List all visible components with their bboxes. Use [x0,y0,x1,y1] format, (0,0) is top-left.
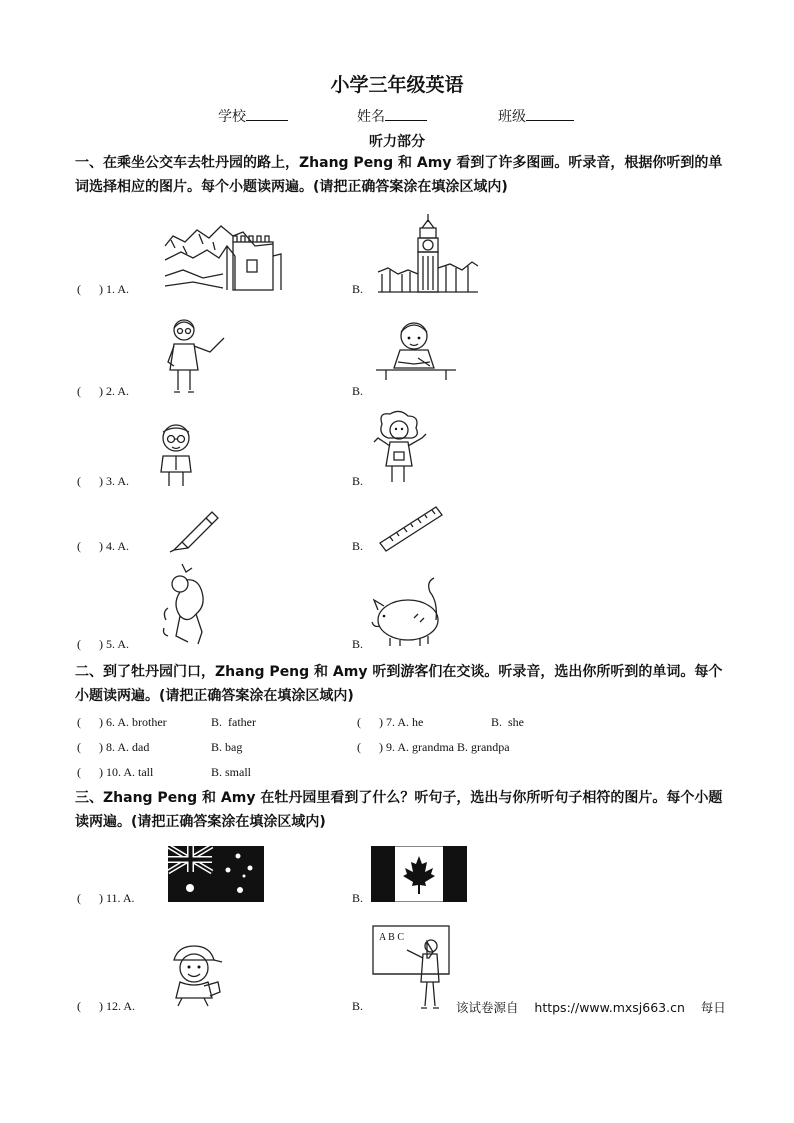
question-10 [77,765,252,780]
question-1-b: B. [352,282,364,296]
australia-flag[interactable] [168,846,264,902]
question-10-prefix: ( ) 10. A. tall [77,765,154,779]
question-8-option-b[interactable]: B. bag [211,740,243,754]
pen-picture[interactable] [166,506,220,554]
question-10-option-b[interactable]: B. small [211,765,252,779]
class-blank[interactable] [526,108,574,121]
monkey-picture[interactable] [158,562,214,648]
question-9-prefix: ( ) 9. A. grandma B. grandpa [357,740,510,754]
school-field [218,106,288,126]
section2-instruction: 二、到了牡丹园门口，Zhang Peng 和 Amy 听到游客们在交谈。听录音，选出你所听到的单词。每个小题读两遍。(请把正确答案涂在填涂区域内) [75,664,723,704]
boy-picture[interactable] [164,942,224,1008]
question-3-prefix: ( ) 3. A. [77,474,129,488]
name-field [357,106,427,126]
name-label: 姓名 [357,109,385,125]
canada-flag[interactable] [371,846,467,902]
school-label: 学校 [218,109,246,125]
section3-instruction: 三、Zhang Peng 和 Amy 在牡丹园里看到了什么？听句子，选出与你所听句子相符的图片。每个小题读两遍。(请把正确答案涂在填涂区域内) [75,790,723,830]
school-blank[interactable] [246,108,288,121]
question-7-option-b[interactable]: B. she [491,715,524,729]
question-11-prefix: ( ) 11. A. [77,891,135,905]
footer-source: 该试卷源自 https://www.mxsj663.cn 每日 [456,1000,726,1015]
student-picture[interactable] [374,318,458,382]
girl-picture[interactable] [368,410,432,486]
question-7-prefix: ( ) 7. A. he [357,715,424,729]
great-wall-picture[interactable] [163,216,283,292]
question-4-prefix: ( ) 4. A. [77,539,129,553]
class-label: 班级 [498,109,526,125]
question-1-prefix: ( ) 1. A. [77,282,129,296]
listening-part-heading: 听力部分 [369,134,425,150]
question-9 [357,740,510,755]
teacher-picture[interactable] [160,316,230,394]
question-5-b: B. [352,637,364,651]
teacher-blackboard-picture[interactable] [371,924,451,1012]
blackboard-text: A B C [379,932,405,943]
question-3-b: B. [352,474,364,488]
question-6-prefix: ( ) 6. A. brother [77,715,167,729]
question-12-prefix: ( ) 12. A. [77,999,135,1013]
question-2-b: B. [352,384,364,398]
question-11-b: B. [352,891,364,905]
pig-picture[interactable] [370,576,444,648]
section1-instruction: 一、在乘坐公交车去牡丹园的路上，Zhang Peng 和 Amy 看到了许多图画。听录音，根据你听到的单词选择相应的图片。每个小题读两遍。(请把正确答案涂在填涂区域内) [75,155,723,195]
question-8 [77,740,243,755]
ruler-picture[interactable] [378,503,444,553]
question-2-prefix: ( ) 2. A. [77,384,129,398]
question-7 [357,715,524,730]
grandpa-picture[interactable] [153,420,199,488]
question-6 [77,715,256,730]
big-ben-picture[interactable] [376,212,480,294]
question-5-prefix: ( ) 5. A. [77,637,129,651]
name-blank[interactable] [385,108,427,121]
page-title: 小学三年级英语 [330,74,464,96]
question-12-b: B. [352,999,364,1013]
question-4-b: B. [352,539,364,553]
class-field [498,106,574,126]
question-8-prefix: ( ) 8. A. dad [77,740,150,754]
question-6-option-b[interactable]: B. father [211,715,256,729]
